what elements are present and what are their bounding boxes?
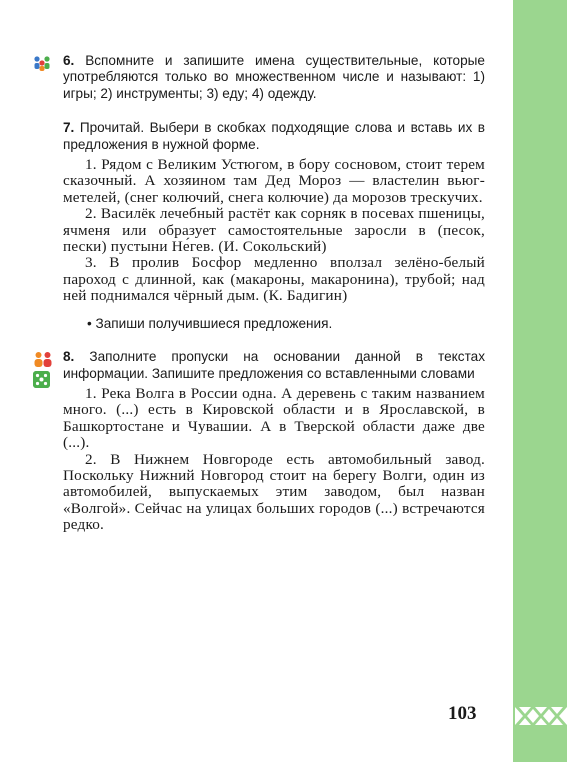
task-6-icons xyxy=(33,55,55,71)
textbook-icon xyxy=(33,371,50,388)
text-paragraph: 1. Река Волга в России одна. А деревень с таким названием много. (...) есть в Кировской области и в Ярославской, в Башкортостане и Чувашии. А в Тверской области даже две (...). xyxy=(63,384,485,452)
page-number: 103 xyxy=(448,703,477,724)
text-paragraph: 3. В пролив Босфор медленно вползал зелёно-белый пароход с длинной, как (макароны, макаронина), трубой; над ней поднимался чёрный дым. (К. Бадигин) xyxy=(63,254,485,305)
task-8 xyxy=(63,349,485,533)
task-number: 6. xyxy=(63,53,75,68)
ornament-icon xyxy=(515,707,567,725)
text-paragraph: 1. Рядом с Великим Устюгом, в бору сосновом, стоит терем сказочный. А хозяином там Дед Мороз — властелин вьюг-метелей, (снег колючий, снега колючие) да морозов трескучих. xyxy=(63,156,485,206)
group-work-icon xyxy=(33,55,51,71)
task-7 xyxy=(63,120,485,332)
task-intro: Заполните пропуски на основании данной в текстах информации. Запишите предложения со вставленными словами xyxy=(63,349,485,381)
task-text: Вспомните и запишите имена существительные, которые употребляются только во множественном числе и называют: 1) игры; 2) инструменты; 3) еду; 4) одежду. xyxy=(63,53,485,101)
page-content xyxy=(63,53,485,534)
task-number: 8. xyxy=(63,349,75,365)
green-margin-band xyxy=(513,0,567,762)
task-6 xyxy=(63,53,485,102)
text-paragraph: 2. В Нижнем Новгороде есть автомобильный завод. Поскольку Нижний Новгород стоит на берегу Волги, один из автомобилей, выпускаемых этим заводом, был назван «Волгой». Сейчас на улицах больших городов (...) встречаются редко. xyxy=(63,450,485,534)
text-paragraph: 2. Василёк лечебный растёт как сорняк в посевах пшеницы, ячменя или образует самостоятельные заросли в (песок, пески) пустыни Не́гев. (И. Сокольский) xyxy=(63,205,485,256)
pair-work-icon xyxy=(33,351,53,367)
task-8-icons xyxy=(33,351,55,388)
bullet-instruction: • Запиши получившиеся предложения. xyxy=(87,315,333,331)
task-intro: Прочитай. Выбери в скобках подходящие слова и вставь их в предложения в нужной форме. xyxy=(63,120,485,152)
task-number: 7. xyxy=(63,120,75,136)
